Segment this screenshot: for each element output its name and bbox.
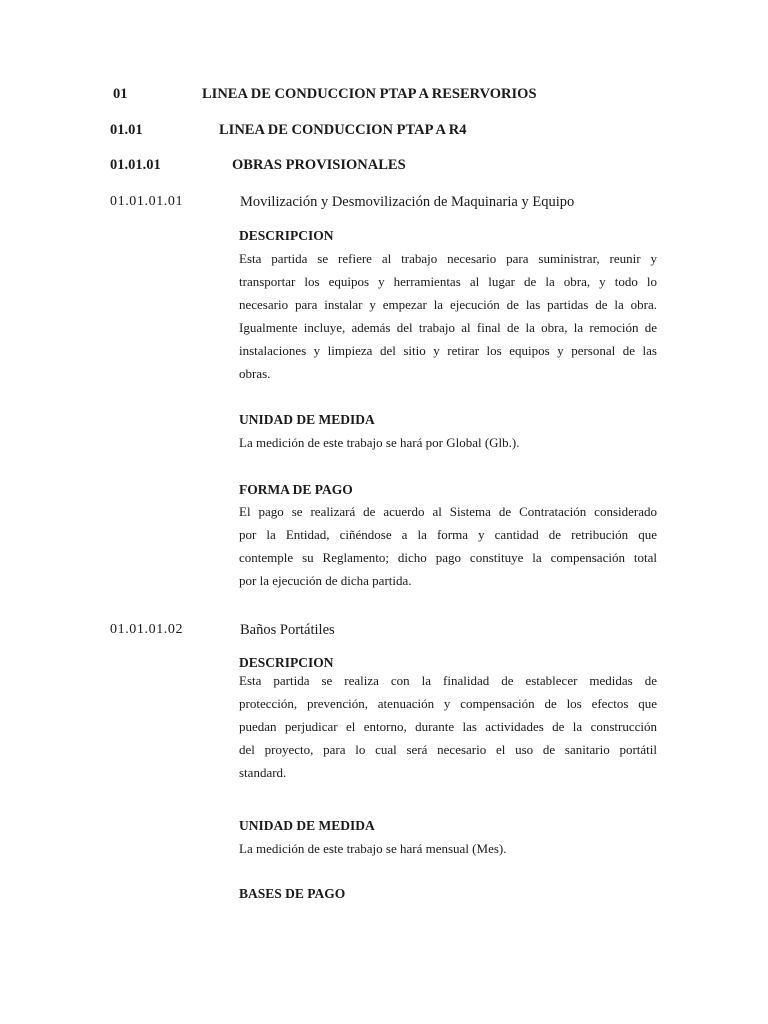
paragraph-line: obras. (239, 366, 271, 381)
paragraph-line: Igualmente incluye, además del trabajo al final de la obra, la remoción de (239, 320, 657, 335)
item-2-unidad-label: UNIDAD DE MEDIDA (239, 818, 375, 833)
item-1-descripcion-text (239, 247, 657, 385)
paragraph-line: protección, prevención, atenuación y compensación de los efectos que (239, 696, 657, 711)
paragraph-line: Esta partida se realiza con la finalidad de establecer medidas de (239, 673, 657, 688)
paragraph-line: instalaciones y limpieza del sitio y retirar los equipos y personal de las (239, 343, 657, 358)
item-1-unidad-label: UNIDAD DE MEDIDA (239, 412, 375, 427)
heading-2-code: 01.01 (110, 122, 143, 138)
paragraph-line: por la Entidad, ciñéndose a la forma y cantidad de retribución que (239, 527, 657, 542)
paragraph-line: transportar los equipos y herramientas al lugar de la obra, y todo lo (239, 274, 657, 289)
paragraph-line: necesario para instalar y empezar la ejecución de las partidas de la obra. (239, 297, 657, 312)
item-1-unidad-text: La medición de este trabajo se hará por Global (Glb.). (239, 435, 520, 450)
item-1-pago-label: FORMA DE PAGO (239, 482, 353, 497)
paragraph-line: standard. (239, 765, 287, 780)
paragraph-line: Esta partida se refiere al trabajo necesario para suministrar, reunir y (239, 251, 657, 266)
item-1-descripcion-label: DESCRIPCION (239, 228, 334, 243)
paragraph-line: puedan perjudicar el entorno, durante las actividades de la construcción (239, 719, 657, 734)
item-1-code: 01.01.01.01 (110, 194, 184, 209)
heading-1-title: LINEA DE CONDUCCION PTAP A RESERVORIOS (202, 86, 537, 102)
item-2-code: 01.01.01.02 (110, 622, 184, 637)
item-2-unidad-text: La medición de este trabajo se hará mensual (Mes). (239, 841, 507, 856)
paragraph-line: del proyecto, para lo cual será necesario el uso de sanitario portátil (239, 742, 657, 757)
heading-2-title: LINEA DE CONDUCCION PTAP A R4 (219, 122, 467, 138)
item-1-title: Movilización y Desmovilización de Maquinaria y Equipo (240, 194, 575, 210)
heading-3-title: OBRAS PROVISIONALES (232, 157, 406, 173)
heading-3-code: 01.01.01 (110, 157, 161, 173)
item-2-descripcion-label: DESCRIPCION (239, 655, 334, 670)
paragraph-line: por la ejecución de dicha partida. (239, 573, 412, 588)
paragraph-line: contemple su Reglamento; dicho pago constituye la compensación total (239, 550, 657, 565)
heading-1-code: 01 (113, 86, 128, 102)
item-2-bases-label: BASES DE PAGO (239, 886, 346, 901)
item-1-pago-text (239, 500, 657, 592)
item-2-title: Baños Portátiles (240, 622, 335, 638)
item-2-descripcion-text (239, 669, 657, 784)
paragraph-line: El pago se realizará de acuerdo al Sistema de Contratación considerado (239, 504, 657, 519)
